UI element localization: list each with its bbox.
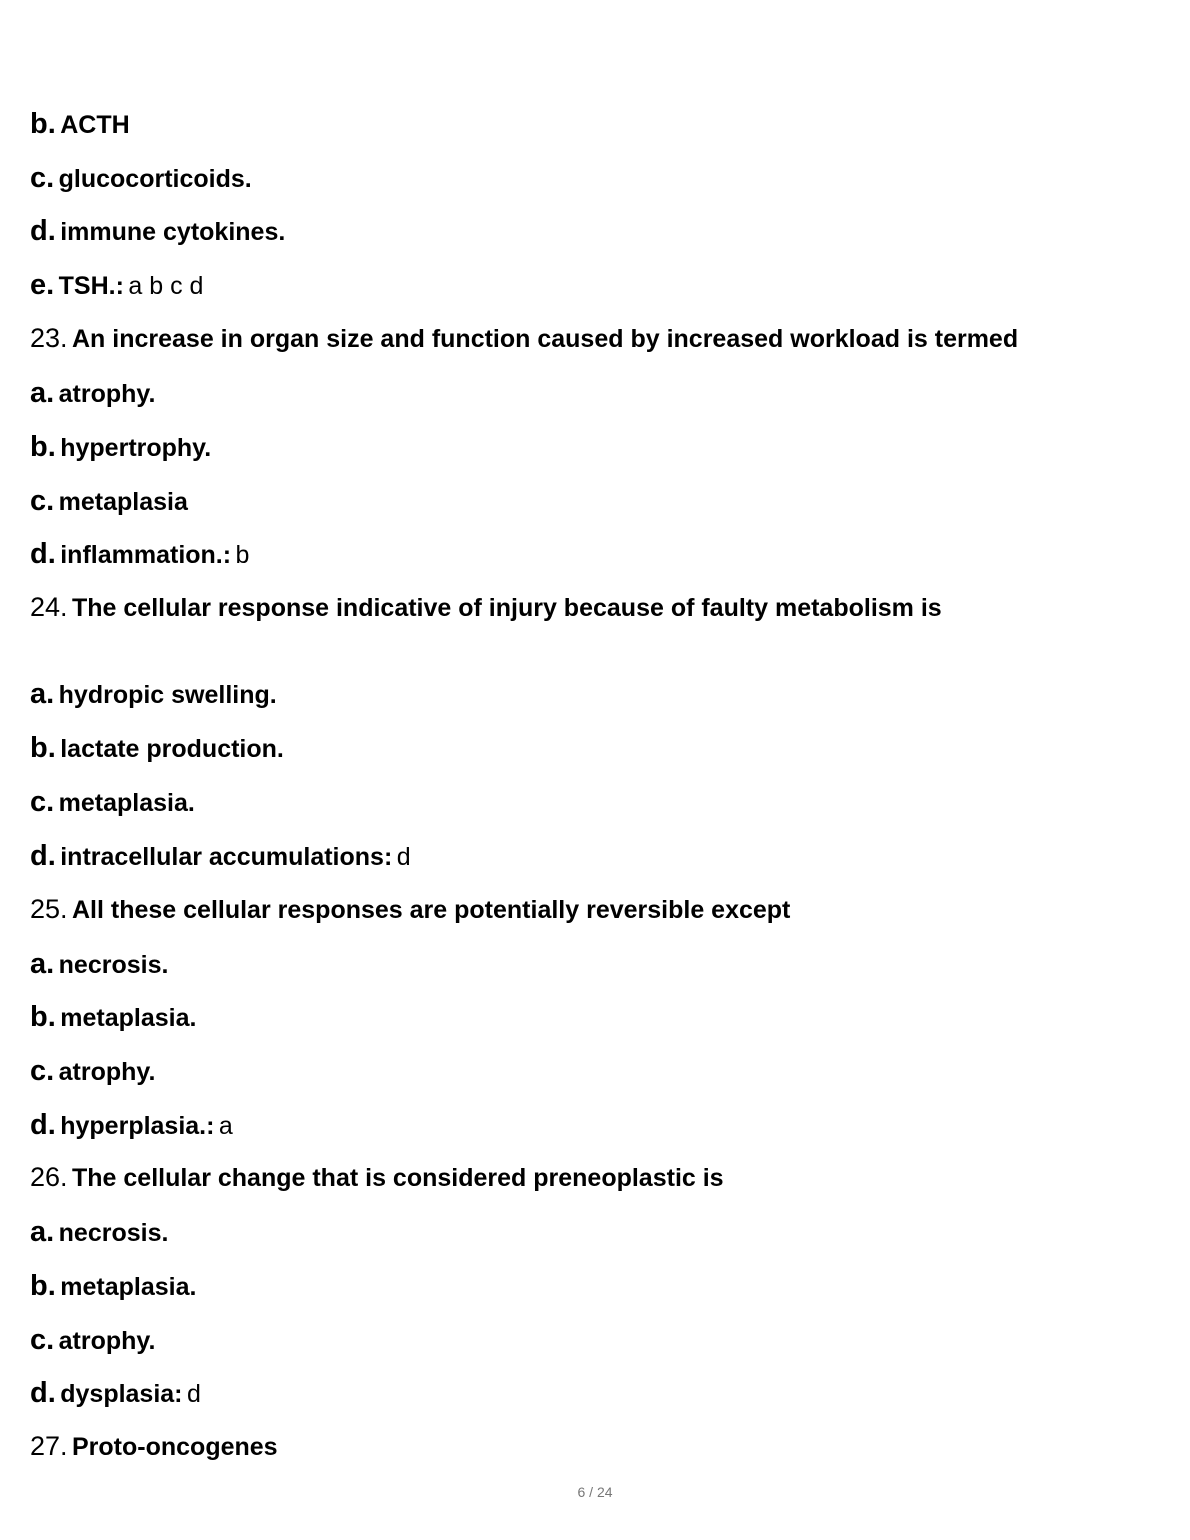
question-text: Proto-oncogenes xyxy=(72,1433,278,1461)
option-line xyxy=(30,1379,201,1408)
question-number: 25. xyxy=(30,894,68,924)
option-text: hyperplasia.: xyxy=(60,1112,215,1140)
question-text: An increase in organ size and function caused by increased workload is termed xyxy=(72,325,1019,353)
option-line xyxy=(30,433,211,462)
option-letter: c. xyxy=(30,485,55,517)
answer-key: b xyxy=(235,541,250,569)
option-line xyxy=(30,1272,196,1301)
option-line xyxy=(30,1111,233,1140)
option-line xyxy=(30,1057,155,1086)
option-line xyxy=(30,110,130,139)
answer-key: d xyxy=(396,843,411,871)
question-line xyxy=(30,325,1018,352)
option-letter: b. xyxy=(30,431,56,463)
option-text: ACTH xyxy=(60,111,130,139)
option-letter: d. xyxy=(30,1377,56,1409)
option-text: glucocorticoids. xyxy=(58,165,252,193)
answer-key: a xyxy=(218,1112,233,1140)
option-text: metaplasia. xyxy=(60,1273,197,1301)
option-letter: d. xyxy=(30,215,56,247)
option-letter: b. xyxy=(30,108,56,140)
question-line xyxy=(30,896,790,923)
option-text: atrophy. xyxy=(58,380,156,408)
question-text: The cellular change that is considered preneoplastic is xyxy=(72,1164,724,1192)
option-text: necrosis. xyxy=(58,951,169,979)
option-text: lactate production. xyxy=(60,735,284,763)
question-line xyxy=(30,1164,724,1191)
option-text: intracellular accumulations: xyxy=(60,843,393,871)
question-number: 23. xyxy=(30,323,68,353)
option-letter: a. xyxy=(30,678,55,710)
question-text: All these cellular responses are potentially reversible except xyxy=(72,896,791,924)
option-letter: a. xyxy=(30,377,55,409)
option-line xyxy=(30,540,249,569)
option-text: hypertrophy. xyxy=(60,434,212,462)
option-letter: d. xyxy=(30,840,56,872)
option-text: hydropic swelling. xyxy=(58,681,277,709)
option-letter: d. xyxy=(30,538,56,570)
option-line xyxy=(30,734,284,763)
option-text: inflammation.: xyxy=(60,541,232,569)
option-letter: b. xyxy=(30,732,56,764)
option-line xyxy=(30,1218,168,1247)
question-number: 26. xyxy=(30,1162,68,1192)
option-line xyxy=(30,164,252,193)
page-number: 6 / 24 xyxy=(577,1484,613,1500)
question-text: The cellular response indicative of injury because of faulty metabolism is xyxy=(72,594,942,622)
option-letter: a. xyxy=(30,1216,55,1248)
option-letter: c. xyxy=(30,1055,55,1087)
answer-key: d xyxy=(186,1380,201,1408)
option-line xyxy=(30,217,285,246)
option-letter: d. xyxy=(30,1109,56,1141)
question-number: 24. xyxy=(30,592,68,622)
option-letter: a. xyxy=(30,948,55,980)
option-line xyxy=(30,1326,155,1355)
option-text: atrophy. xyxy=(58,1327,156,1355)
option-text: necrosis. xyxy=(58,1219,169,1247)
option-line xyxy=(30,379,155,408)
option-text: TSH.: xyxy=(58,272,124,300)
question-line xyxy=(30,594,942,621)
option-line xyxy=(30,788,195,817)
option-line xyxy=(30,680,277,709)
option-text: metaplasia. xyxy=(58,789,195,817)
option-letter: c. xyxy=(30,162,55,194)
option-letter: b. xyxy=(30,1270,56,1302)
question-number: 27. xyxy=(30,1431,68,1461)
option-text: metaplasia. xyxy=(60,1004,197,1032)
option-text: atrophy. xyxy=(58,1058,156,1086)
option-text: metaplasia xyxy=(58,488,188,516)
option-letter: b. xyxy=(30,1001,56,1033)
option-letter: c. xyxy=(30,1324,55,1356)
option-letter: c. xyxy=(30,786,55,818)
option-text: dysplasia: xyxy=(60,1380,183,1408)
option-line xyxy=(30,950,168,979)
option-line xyxy=(30,842,411,871)
answer-key: a b c d xyxy=(128,272,204,300)
option-line xyxy=(30,271,203,300)
option-text: immune cytokines. xyxy=(60,218,286,246)
option-letter: e. xyxy=(30,269,55,301)
option-line xyxy=(30,487,188,516)
option-line xyxy=(30,1003,196,1032)
question-line xyxy=(30,1433,278,1460)
